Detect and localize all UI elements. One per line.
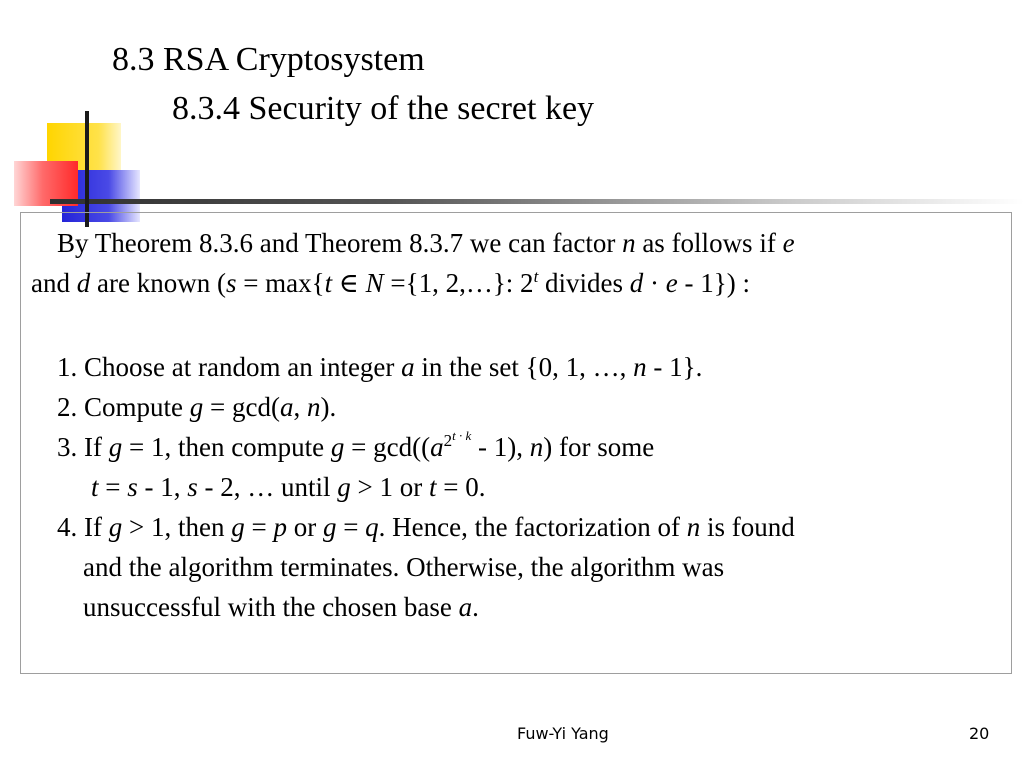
step-4-line-3: unsuccessful with the chosen base a.	[83, 592, 479, 622]
page-number: 20	[969, 724, 990, 743]
footer-author: Fuw-Yi Yang	[517, 724, 609, 743]
step-1: 1. Choose at random an integer a in the set {0, 1, …, n - 1}.	[57, 352, 703, 382]
intro-line-2: and d are known (s = max{t ∈ N ={1, 2,…}: 2$^t$ divides d · e - 1}) :	[31, 267, 750, 298]
vertical-accent-line	[85, 111, 89, 227]
title-rule	[50, 199, 1024, 204]
step-3: 3. If g = 1, then compute $g = \gcd((a^{2t \cdot k} - 1)$, n) for some	[57, 428, 655, 462]
slide-subtitle: 8.3.4 Security of the secret key	[172, 90, 595, 127]
slide-title: 8.3 RSA Cryptosystem	[112, 41, 425, 78]
step-2: 2. Compute g = gcd(a, n).	[57, 392, 337, 422]
step-4-line-2: and the algorithm terminates. Otherwise, the algorithm was	[83, 552, 725, 582]
step-4: 4. If g > 1, then g = p or g = q. Hence, the factorization of n is found	[57, 512, 795, 542]
content-box	[20, 212, 1012, 674]
intro-line-1: By Theorem 8.3.6 and Theorem 8.3.7 we can factor n as follows if e	[57, 228, 795, 258]
step-3-line-2: t = s - 1, s - 2, … until g > 1 or t = 0.	[91, 472, 486, 502]
